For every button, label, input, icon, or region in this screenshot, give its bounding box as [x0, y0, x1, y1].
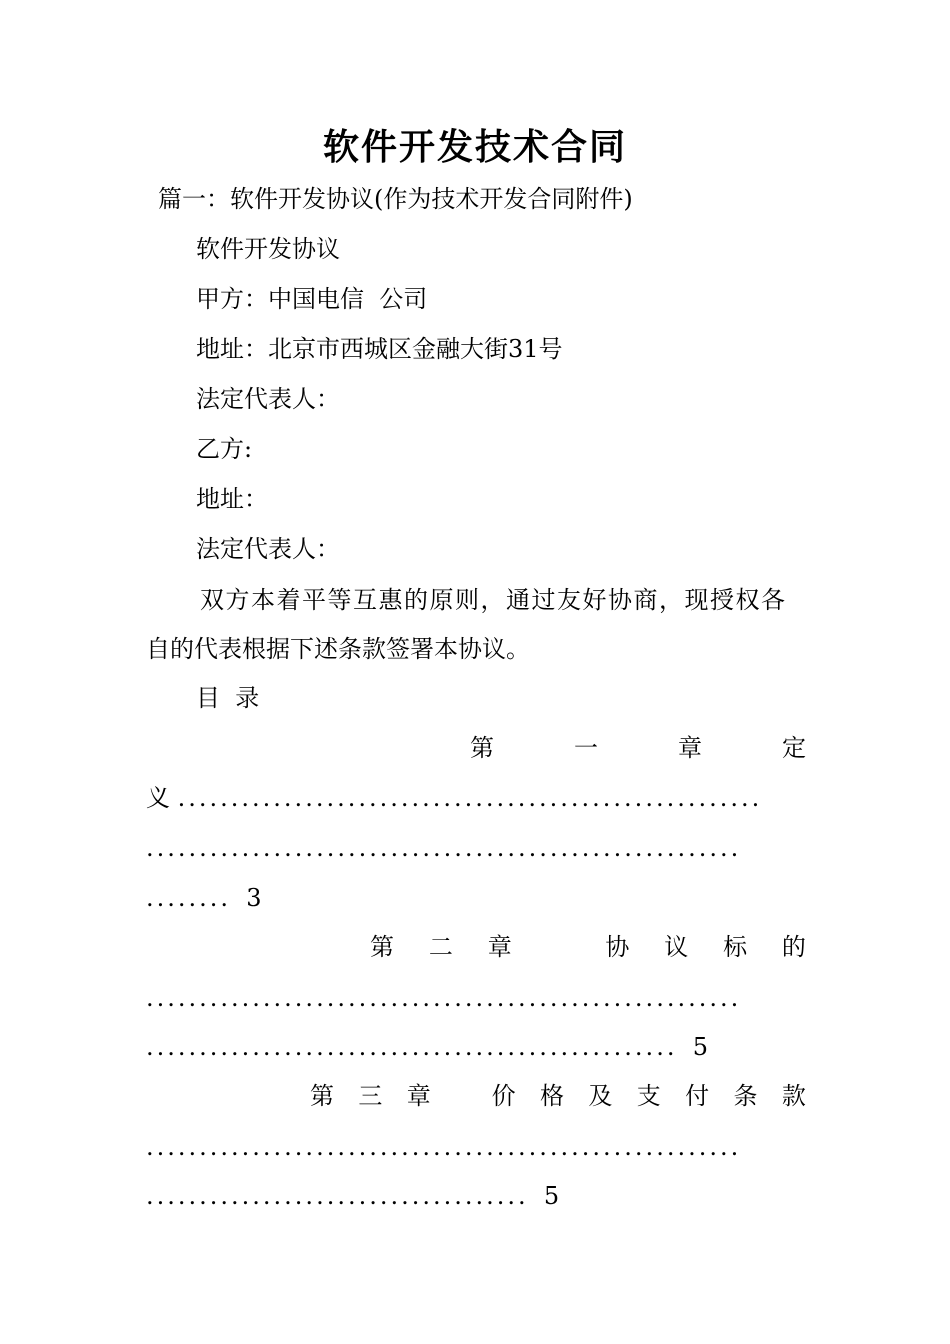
toc-ch2-char: 标: [723, 933, 748, 961]
toc-entry-ch3-leader-1: [146, 1130, 806, 1164]
toc-entry-ch2-leader-1: [146, 981, 806, 1015]
dot-leader: ........................................................: [146, 984, 742, 1012]
toc-ch3-char: 第: [310, 1082, 334, 1110]
toc-ch3-char: 及: [588, 1082, 613, 1110]
section-subtitle: 篇一：软件开发协议(作为技术开发合同附件): [158, 185, 633, 213]
intro-paragraph-line-2: 自的代表根据下述条款签署本协议。: [146, 635, 530, 663]
toc-ch3-char: 格: [539, 1082, 564, 1110]
toc-ch3-page-number: 5: [543, 1182, 560, 1210]
toc-ch2-char: 章: [487, 933, 512, 961]
toc-ch2-char: 二: [428, 933, 453, 961]
toc-entry-ch1-title: [470, 731, 806, 765]
document-title: 软件开发技术合同: [322, 127, 627, 168]
toc-ch2-page-number: 5: [692, 1033, 708, 1061]
toc-ch3-char: 价: [491, 1082, 516, 1110]
party-a-address: 地址：北京市西城区金融大街31号: [196, 335, 563, 363]
dot-leader: .......................................................: [177, 784, 763, 812]
toc-ch1-char: 章: [678, 734, 702, 762]
toc-ch3-char: 章: [406, 1082, 431, 1110]
toc-ch3-char: 条: [733, 1082, 758, 1110]
dot-leader: ..................................................: [146, 1033, 678, 1061]
toc-entry-ch3-title: [310, 1079, 806, 1113]
party-b-representative: 法定代表人：: [196, 535, 340, 563]
toc-ch1-char: 一: [574, 734, 598, 762]
party-a-line: 甲方：中国电信 公司: [196, 285, 428, 313]
toc-ch1-char: 定: [782, 734, 806, 762]
toc-ch3-char: 三: [358, 1082, 383, 1110]
toc-entry-ch1-leader-1: [146, 781, 806, 815]
toc-ch1-page-number: 3: [246, 884, 262, 912]
toc-ch3-char: 付: [685, 1082, 710, 1110]
toc-ch3-char: 款: [781, 1082, 806, 1110]
toc-entry-ch2-leader-2: [146, 1030, 806, 1064]
toc-ch2-char: 议: [664, 933, 689, 961]
toc-entry-ch3-leader-2: [146, 1179, 806, 1213]
party-b-line: 乙方:: [196, 435, 253, 463]
toc-ch1-suffix: 义: [146, 784, 170, 812]
dot-leader: ........................................................: [146, 1133, 742, 1161]
toc-entry-ch1-leader-3: [146, 881, 806, 915]
party-b-address: 地址：: [196, 485, 268, 513]
dot-leader: ........................................................: [146, 834, 742, 862]
toc-ch2-char: 第: [370, 933, 394, 961]
toc-ch1-char: 第: [470, 734, 494, 762]
intro-paragraph-line-1: 双方本着平等互惠的原则，通过友好协商，现授权各: [200, 586, 787, 614]
agreement-name: 软件开发协议: [196, 235, 340, 263]
party-a-representative: 法定代表人：: [196, 385, 340, 413]
toc-entry-ch2-title: [370, 930, 806, 964]
toc-heading: 目 录: [196, 684, 260, 712]
toc-entry-ch1-leader-2: [146, 831, 806, 865]
toc-ch2-char: 的: [781, 933, 806, 961]
toc-ch3-char: 支: [636, 1082, 661, 1110]
toc-ch2-char: 协: [605, 933, 630, 961]
dot-leader: ....................................: [146, 1182, 529, 1210]
dot-leader: ........: [146, 884, 232, 912]
